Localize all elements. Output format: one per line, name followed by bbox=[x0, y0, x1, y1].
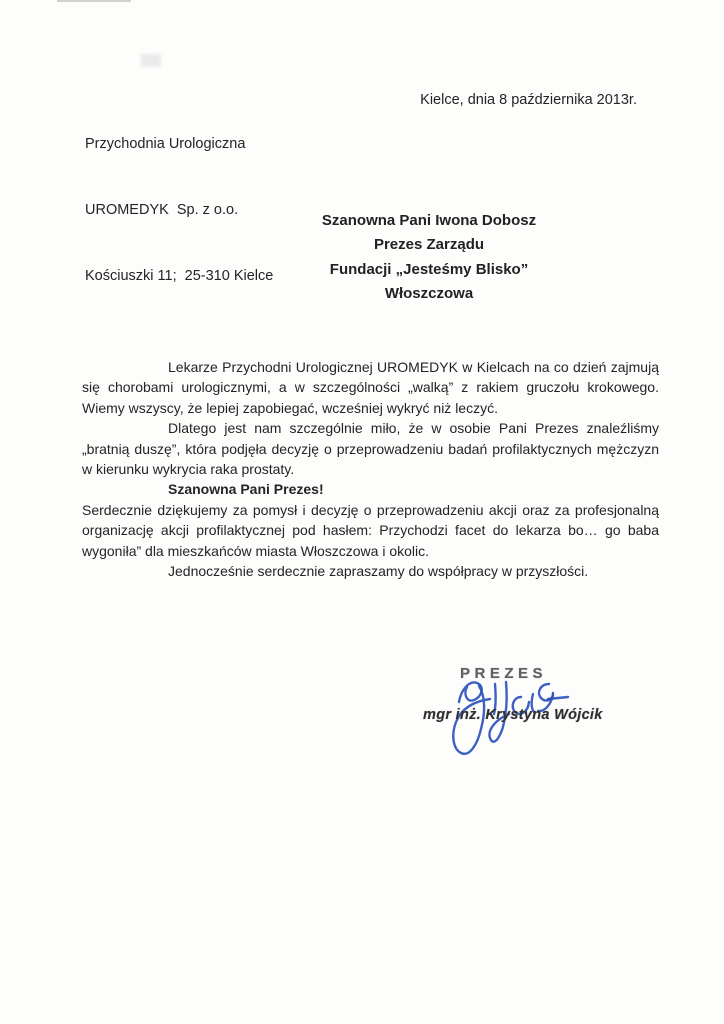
recipient-block bbox=[299, 209, 559, 306]
body-line: „bratnią duszę”, która podjęła decyzję o przeprowadzeniu badań profilaktycznych mężczyzn bbox=[82, 440, 659, 457]
body-line: Szanowna Pani Prezes! bbox=[168, 481, 324, 498]
recipient-organization: Fundacji „Jesteśmy Blisko” bbox=[329, 260, 529, 278]
ink-stroke bbox=[459, 682, 482, 702]
body-line: Jednocześnie serdecznie zapraszamy do współpracy w przyszłości. bbox=[168, 563, 589, 580]
body-line: organizację akcji profilaktycznej pod hasłem: Przychodzi facet do lekarza bo… go baba bbox=[82, 522, 659, 539]
body-line: w kierunku wykrycia raka prostaty. bbox=[82, 461, 295, 478]
ink-stroke bbox=[548, 697, 568, 699]
letter-body bbox=[82, 357, 659, 581]
body-line: Dlatego jest nam szczególnie miło, że w osobie Pani Prezes znaleźliśmy bbox=[168, 420, 659, 437]
body-line: Serdecznie dziękujemy za pomysł i decyzję o przeprowadzeniu akcji oraz za profesjonalną bbox=[82, 501, 659, 518]
body-line: się chorobami urologicznymi, a w szczególności „walką” z rakiem gruczołu krokowego. bbox=[82, 379, 659, 396]
signature-title-stamp: PREZES bbox=[460, 665, 548, 682]
ink-stroke bbox=[539, 684, 553, 700]
sender-line-2: UROMEDYK Sp. z o.o. bbox=[85, 202, 239, 218]
signature-name-stamp: mgr inż. Krystyna Wójcik bbox=[423, 707, 603, 723]
sender-block bbox=[85, 89, 273, 331]
recipient-city: Włoszczowa bbox=[384, 284, 474, 302]
scan-artifact-topline bbox=[57, 0, 131, 2]
scan-artifact-smudge bbox=[141, 54, 161, 67]
body-line: Wiemy wszyscy, że lepiej zapobiegać, wcześniej wykryć niż leczyć. bbox=[82, 399, 498, 416]
recipient-title: Prezes Zarządu bbox=[373, 236, 485, 254]
body-line: wygoniła” dla mieszkańców miasta Włoszczowa i okolic. bbox=[82, 542, 430, 559]
sender-line-3: Kościuszki 11; 25-310 Kielce bbox=[85, 268, 274, 284]
sender-line-1: Przychodnia Urologiczna bbox=[85, 136, 246, 152]
recipient-name: Szanowna Pani Iwona Dobosz bbox=[321, 212, 537, 229]
dateline: Kielce, dnia 8 października 2013r. bbox=[420, 92, 637, 108]
body-line: Lekarze Przychodni Urologicznej UROMEDYK w Kielcach na co dzień zajmują bbox=[168, 359, 659, 375]
